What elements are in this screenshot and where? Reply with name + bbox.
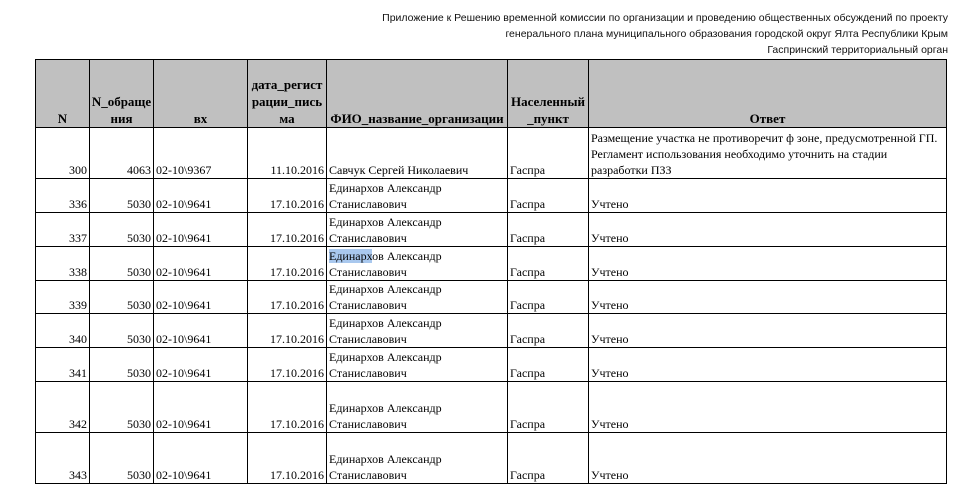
name-line: Станиславович: [329, 197, 407, 211]
cell-date: 17.10.2016: [248, 314, 327, 348]
cell-incoming: 02-10\9641: [154, 433, 248, 484]
name-line: Станиславович: [329, 265, 407, 279]
header-answer: Ответ: [589, 60, 947, 128]
header-name: ФИО_название_организации: [327, 60, 508, 128]
cell-name: [327, 128, 508, 179]
name-line: Единархов Александр: [329, 282, 442, 296]
header-appeal-number: N_обращения: [90, 60, 154, 128]
name-line: Савчук Сергей Николаевич: [329, 163, 469, 177]
cell-name: [327, 348, 508, 382]
cell-appeal-number: 5030: [90, 281, 154, 314]
cell-n: 341: [36, 348, 90, 382]
cell-n: 343: [36, 433, 90, 484]
name-line: Станиславович: [329, 231, 407, 245]
caption-line-2: генерального плана муниципального образования городской округ Ялта Республики Крым: [505, 28, 948, 40]
cell-date: 17.10.2016: [248, 382, 327, 433]
cell-locality: Гаспра: [508, 314, 589, 348]
name-line: [329, 248, 505, 264]
cell-appeal-number: 5030: [90, 382, 154, 433]
cell-date: 11.10.2016: [248, 128, 327, 179]
cell-date: 17.10.2016: [248, 348, 327, 382]
name-line: Единархов Александр: [329, 452, 442, 466]
cell-incoming: 02-10\9641: [154, 213, 248, 247]
cell-n: 340: [36, 314, 90, 348]
name-line: Станиславович: [329, 366, 407, 380]
cell-locality: Гаспра: [508, 128, 589, 179]
name-line: Единархов Александр: [329, 401, 442, 415]
cell-locality: Гаспра: [508, 348, 589, 382]
name-line: Станиславович: [329, 298, 407, 312]
name-line: Станиславович: [329, 332, 407, 346]
table-row: [36, 314, 947, 348]
name-line: Единархов Александр: [329, 181, 442, 195]
cell-name: [327, 213, 508, 247]
header-locality: Населенный_пункт: [508, 60, 589, 128]
cell-n: 300: [36, 128, 90, 179]
cell-name: [327, 433, 508, 484]
name-line: Станиславович: [329, 417, 407, 431]
name-line: Единархов Александр: [329, 316, 442, 330]
cell-answer: Учтено: [589, 314, 947, 348]
table-row: [36, 433, 947, 484]
cell-locality: Гаспра: [508, 179, 589, 213]
cell-incoming: 02-10\9641: [154, 281, 248, 314]
table-row: [36, 247, 947, 281]
cell-incoming: 02-10\9641: [154, 179, 248, 213]
document-caption: [382, 10, 948, 58]
cell-n: 342: [36, 382, 90, 433]
cell-n: 338: [36, 247, 90, 281]
cell-name: [327, 247, 508, 281]
cell-appeal-number: 5030: [90, 433, 154, 484]
header-registration-date: дата_регистрации_письма: [248, 60, 327, 128]
cell-date: 17.10.2016: [248, 281, 327, 314]
cell-appeal-number: 5030: [90, 314, 154, 348]
table-row: [36, 128, 947, 179]
cell-appeal-number: 5030: [90, 247, 154, 281]
appeals-table: [35, 59, 947, 484]
name-line: Единархов Александр: [329, 350, 442, 364]
cell-name: [327, 179, 508, 213]
caption-line-3: Гаспринский территориальный орган: [767, 44, 948, 56]
cell-answer: Размещение участка не противоречит ф зоне, предусмотренной ГП. Регламент использования необходимо уточнить на стадии разработки ПЗЗ: [589, 128, 947, 179]
cell-appeal-number: 4063: [90, 128, 154, 179]
name-line-rest: ов Александр: [372, 249, 442, 263]
cell-date: 17.10.2016: [248, 247, 327, 281]
cell-incoming: 02-10\9641: [154, 348, 248, 382]
cell-incoming: 02-10\9367: [154, 128, 248, 179]
cell-answer: Учтено: [589, 213, 947, 247]
header-row: [36, 60, 947, 128]
cell-name: [327, 382, 508, 433]
cell-locality: Гаспра: [508, 247, 589, 281]
cell-incoming: 02-10\9641: [154, 247, 248, 281]
table-row: [36, 281, 947, 314]
name-line: Станиславович: [329, 468, 407, 482]
cell-appeal-number: 5030: [90, 179, 154, 213]
cell-n: 339: [36, 281, 90, 314]
cell-date: 17.10.2016: [248, 433, 327, 484]
cell-answer: Учтено: [589, 382, 947, 433]
table-row: [36, 179, 947, 213]
table-row: [36, 213, 947, 247]
cell-locality: Гаспра: [508, 281, 589, 314]
cell-answer: Учтено: [589, 179, 947, 213]
cell-appeal-number: 5030: [90, 348, 154, 382]
cell-date: 17.10.2016: [248, 213, 327, 247]
cell-answer: Учтено: [589, 348, 947, 382]
cell-answer: Учтено: [589, 247, 947, 281]
cell-name: [327, 281, 508, 314]
cell-date: 17.10.2016: [248, 179, 327, 213]
cell-incoming: 02-10\9641: [154, 314, 248, 348]
cell-answer: Учтено: [589, 433, 947, 484]
text-selection-highlight[interactable]: Единарх: [329, 249, 373, 263]
table-row: [36, 348, 947, 382]
cell-locality: Гаспра: [508, 433, 589, 484]
header-incoming: вх: [154, 60, 248, 128]
table-row: [36, 382, 947, 433]
cell-locality: Гаспра: [508, 382, 589, 433]
header-n: N: [36, 60, 90, 128]
cell-incoming: 02-10\9641: [154, 382, 248, 433]
name-line: Единархов Александр: [329, 215, 442, 229]
cell-n: 336: [36, 179, 90, 213]
caption-line-1: Приложение к Решению временной комиссии по организации и проведению общественных обсуждений по проекту: [382, 12, 948, 24]
cell-appeal-number: 5030: [90, 213, 154, 247]
cell-n: 337: [36, 213, 90, 247]
cell-answer: Учтено: [589, 281, 947, 314]
cell-name: [327, 314, 508, 348]
cell-locality: Гаспра: [508, 213, 589, 247]
